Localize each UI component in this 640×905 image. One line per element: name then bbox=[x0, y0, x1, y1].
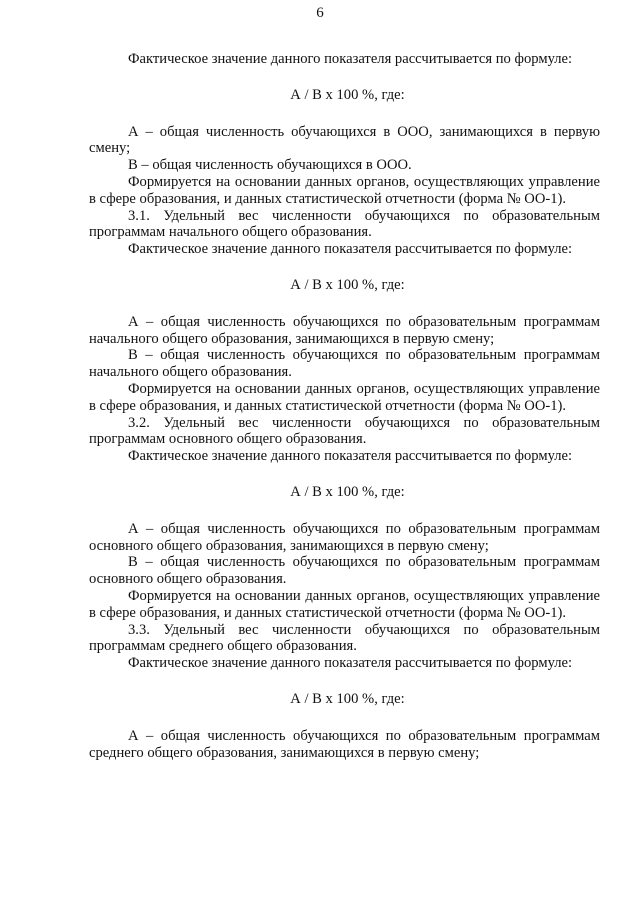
formula: А / В х 100 %, где: bbox=[290, 690, 405, 707]
section-heading-3-3: 3.3. Удельный вес численности обучающихся по образовательным программам среднего общего образования. bbox=[89, 621, 600, 655]
formula: А / В х 100 %, где: bbox=[290, 276, 405, 293]
section-heading-3-2: 3.2. Удельный вес численности обучающихся по образовательным программам основного общего образования. bbox=[89, 414, 600, 448]
formula: А / В х 100 %, где: bbox=[290, 86, 405, 103]
formula-intro: Фактическое значение данного показателя рассчитывается по формуле: bbox=[128, 241, 573, 258]
page-number: 6 bbox=[316, 5, 324, 21]
definition-a: А – общая численность обучающихся по образовательным программам начального общего образования, занимающихся в первую смену; bbox=[89, 313, 600, 347]
formula-intro: Фактическое значение данного показателя рассчитывается по формуле: bbox=[128, 448, 573, 465]
source-note: Формируется на основании данных органов, осуществляющих управление в сфере образования, и данных статистической отчетности (форма № ОО-1). bbox=[89, 173, 600, 207]
formula-intro: Фактическое значение данного показателя рассчитывается по формуле: bbox=[128, 51, 573, 67]
definition-b: В – общая численность обучающихся по образовательным программам начального общего образования. bbox=[89, 347, 600, 381]
section-heading-3-1: 3.1. Удельный вес численности обучающихся по образовательным программам начального общего образования. bbox=[89, 207, 600, 241]
definition-b: В – общая численность обучающихся по образовательным программам основного общего образования. bbox=[89, 554, 600, 588]
formula: А / В х 100 %, где: bbox=[290, 483, 405, 500]
source-note: Формируется на основании данных органов, осуществляющих управление в сфере образования, и данных статистической отчетности (форма № ОО-1). bbox=[89, 587, 600, 621]
definition-a: А – общая численность обучающихся по образовательным программам среднего общего образования, занимающихся в первую смену; bbox=[89, 727, 600, 761]
definition-b: В – общая численность обучающихся в ООО. bbox=[128, 157, 412, 174]
definition-a: А – общая численность обучающихся в ООО, занимающихся в первую смену; bbox=[89, 123, 600, 157]
definition-a: А – общая численность обучающихся по образовательным программам основного общего образования, занимающихся в первую смену; bbox=[89, 520, 600, 554]
formula-intro: Фактическое значение данного показателя рассчитывается по формуле: bbox=[128, 655, 573, 672]
source-note: Формируется на основании данных органов, осуществляющих управление в сфере образования, и данных статистической отчетности (форма № ОО-1). bbox=[89, 380, 600, 414]
document-body bbox=[89, 51, 600, 761]
